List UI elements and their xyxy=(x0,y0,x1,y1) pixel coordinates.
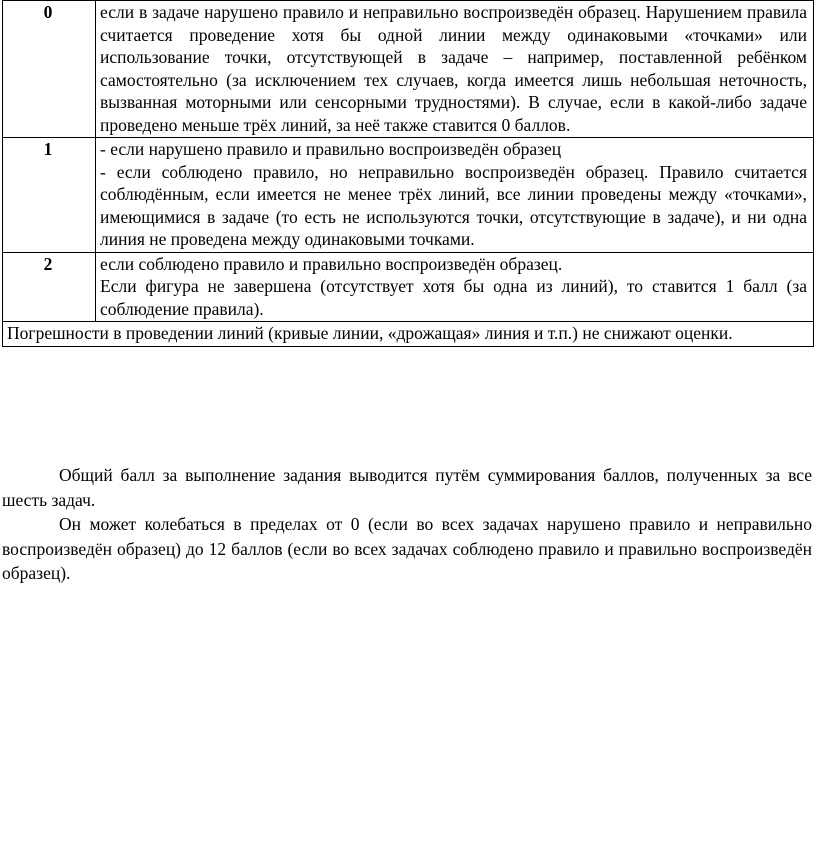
score-cell: 0 xyxy=(3,1,96,138)
table-note-row xyxy=(3,322,814,347)
table-row xyxy=(3,252,814,322)
summary-paragraph: Общий балл за выполнение задания выводится путём суммирования баллов, полученных за все шесть задач. xyxy=(2,465,812,510)
summary-text xyxy=(2,463,812,586)
description-cell xyxy=(96,1,814,138)
description-paragraph: Если фигура не завершена (отсутствует хотя бы одна из линий), то ставится 1 балл (за соблюдение правила). xyxy=(100,276,807,319)
table-note: Погрешности в проведении линий (кривые линии, «дрожащая» линия и т.п.) не снижают оценки. xyxy=(3,322,814,347)
description-cell xyxy=(96,138,814,253)
summary-paragraph: Он может колебаться в пределах от 0 (если во всех задачах нарушено правило и неправильно воспроизведён образец) до 12 баллов (если во всех задачах соблюдено правило и правильно воспроизведён образец). xyxy=(2,514,812,583)
description-paragraph: - если нарушено правило и правильно воспроизведён образец xyxy=(100,139,562,159)
scoring-table xyxy=(2,0,814,347)
table-row xyxy=(3,1,814,138)
description-paragraph: если в задаче нарушено правило и неправильно воспроизведён образец. Нарушением правила считается проведение хотя бы одной линии между одинаковыми «точками» или использование точки, отсутствующей в задаче – например, поставленной ребёнком самостоятельно (за исключением тех случаев, когда имеется лишь небольшая неточность, вызванная моторными или сенсорными трудностями). В случае, если в какой-либо задаче проведено меньше трёх линий, за неё также ставится 0 баллов. xyxy=(100,2,807,135)
description-cell xyxy=(96,252,814,322)
description-paragraph: если соблюдено правило и правильно воспроизведён образец. xyxy=(100,253,563,274)
description-paragraph: - если соблюдено правило, но неправильно воспроизведён образец. Правило считается соблюдённым, если имеется не менее трёх линий, все линии проведены между «точками», имеющимися в задаче (то есть не используются точки, отсутствующие в задаче), и ни одна линия не проведена между одинаковыми точками. xyxy=(100,161,807,249)
score-cell: 2 xyxy=(3,252,96,322)
score-cell: 1 xyxy=(3,138,96,253)
table-row xyxy=(3,138,814,253)
